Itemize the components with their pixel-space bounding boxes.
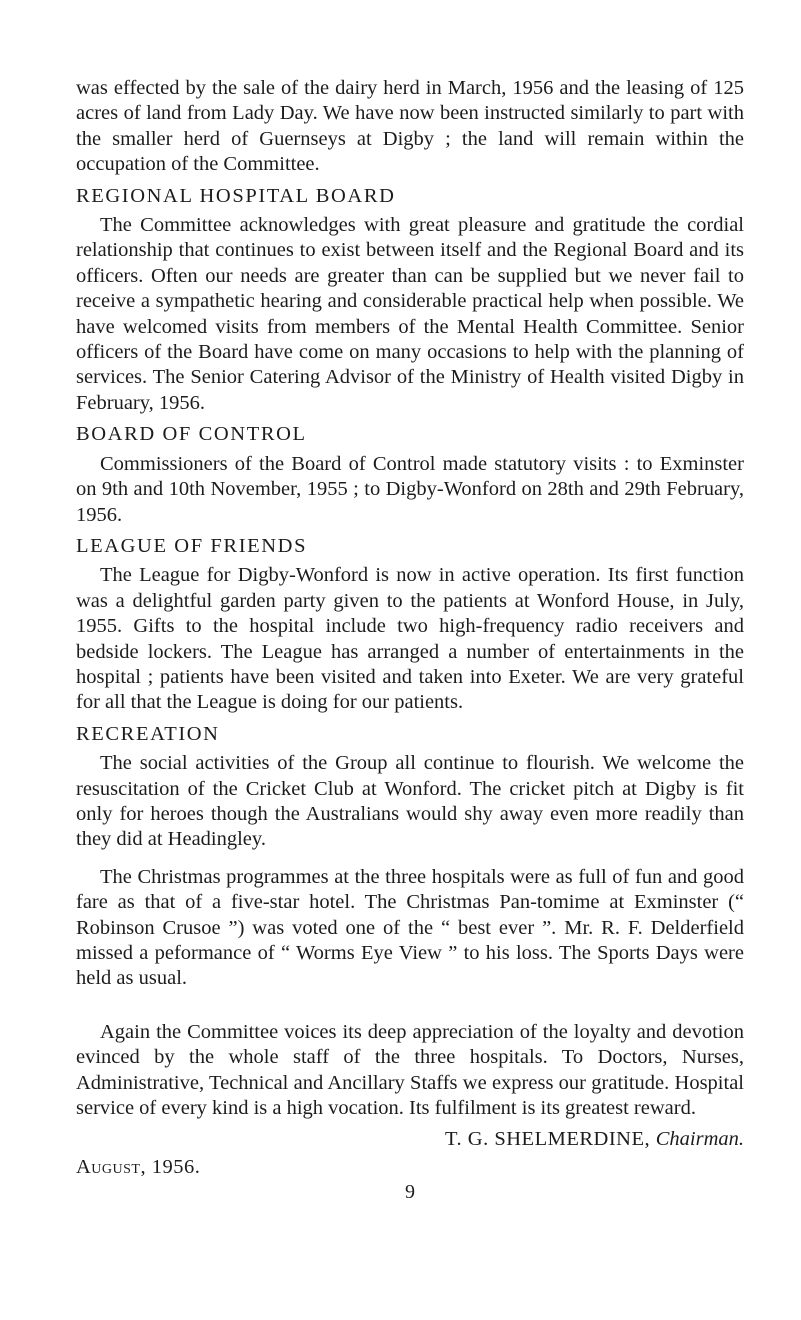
section-heading-board-of-control: BOARD OF CONTROL xyxy=(76,423,307,446)
signatory-name: T. G. SHELMERDINE, xyxy=(445,1128,651,1151)
section-heading-league-of-friends: LEAGUE OF FRIENDS xyxy=(76,534,308,557)
report-date: August, 1956. xyxy=(76,1155,201,1178)
recreation-paragraph-2: The Christmas programmes at the three hospitals were as full of fun and good fare as that of a five-star hotel. The Christmas Pan-tomime at Exminster (“ Robinson Crusoe ”) was voted one of the “ best ever ”. Mr. R. F. Delderfield missed a peformance of “ Worms Eye View ” to his loss. The Sports Days were held as usual. xyxy=(76,865,744,990)
section-heading-recreation: RECREATION xyxy=(76,722,220,745)
paragraph-spacer xyxy=(76,853,744,865)
section-heading-regional-hospital-board: REGIONAL HOSPITAL BOARD xyxy=(76,184,396,207)
signatory-title: Chairman. xyxy=(655,1128,744,1151)
section-spacer xyxy=(76,992,744,1020)
recreation-paragraph-1: The social activities of the Group all continue to flourish. We welcome the resuscitation of the Cricket Club at Wonford. The cricket pitch at Digby is fit only for heroes though the Australians would shy away even more readily than they did at Headingley. xyxy=(76,752,744,851)
closing-paragraph: Again the Committee voices its deep appreciation of the loyalty and devotion evinced by the whole staff of the three hospitals. To Doctors, Nurses, Administrative, Technical and Ancillary Staffs we express our gratitude. Hospital service of every kind is a high vocation. Its fulfilment is its greatest reward. xyxy=(76,1020,744,1120)
regional-board-paragraph: The Committee acknowledges with great pleasure and gratitude the cordial relationship that continues to exist between itself and the Regional Board and its officers. Often our needs are greater than can be supplied but we never fail to receive a sympathetic hearing and considerable practical help when possible. We have welcomed visits from members of the Mental Health Committee. Senior officers of the Board have come on many occasions to help with the planning of services. The Senior Catering Advisor of the Ministry of Health visited Digby in February, 1956. xyxy=(76,214,744,414)
document-page xyxy=(76,76,744,1206)
league-of-friends-paragraph: The League for Digby-Wonford is now in active operation. Its first function was a delightful garden party given to the patients at Wonford House, in July, 1955. Gifts to the hospital include two high-frequency radio receivers and bedside lockers. The League has arranged a number of entertainments in the hospital ; patients have been visited and taken into Exeter. We are very grateful for all that the League is doing for our patients. xyxy=(76,564,744,714)
page-number: 9 xyxy=(405,1181,415,1204)
board-of-control-paragraph: Commissioners of the Board of Control made statutory visits : to Exminster on 9th and 10th November, 1955 ; to Digby-Wonford on 28th and 29th February, 1956. xyxy=(76,452,744,526)
signature-line xyxy=(76,1127,744,1152)
intro-paragraph: was effected by the sale of the dairy herd in March, 1956 and the leasing of 125 acres of land from Lady Day. We have now been instructed similarly to part with the smaller herd of Guernseys at Digby ; the land will remain within the occupation of the Committee. xyxy=(76,77,744,176)
